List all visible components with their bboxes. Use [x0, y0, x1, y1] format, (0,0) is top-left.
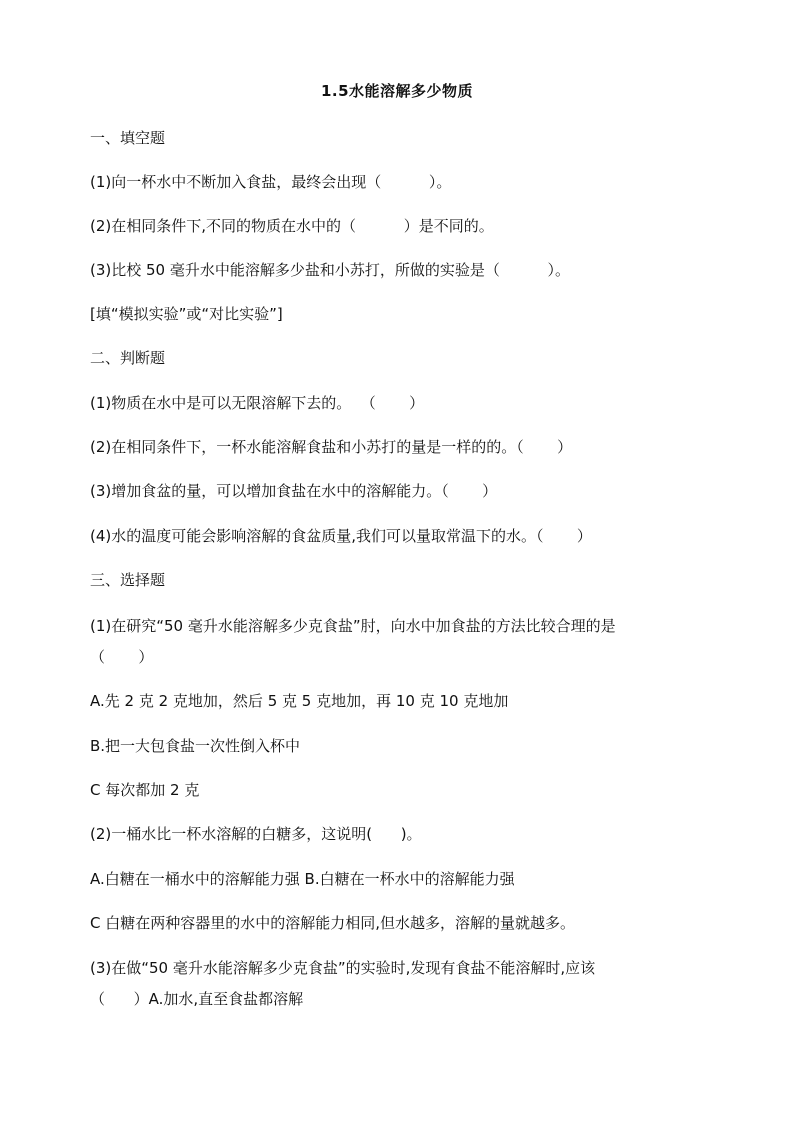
choice-q2-stem: (2)一桶水比一杯水溶解的白糖多，这说明( )。 [90, 825, 422, 843]
section-heading-true-false: 二、判断题 [90, 349, 166, 367]
choice-q1-option-a: A.先 2 克 2 克地加，然后 5 克 5 克地加，再 10 克 10 克地加 [90, 692, 509, 710]
fill-blank-question-2: (2)在相同条件下,不同的物质在水中的（ ）是不同的。 [90, 217, 494, 235]
true-false-question-2: (2)在相同条件下，一杯水能溶解食盐和小苏打的量是一样的的。（ ） [90, 438, 573, 456]
true-false-question-3: (3)增加食盆的量，可以增加食盐在水中的溶解能力。（ ） [90, 482, 498, 500]
page-title: 1.5水能溶解多少物质 [320, 82, 474, 100]
true-false-question-1: (1)物质在水中是可以无限溶解下去的。 （ ） [90, 394, 425, 412]
fill-blank-question-1: (1)向一杯水中不断加入食盐，最终会出现（ ）。 [90, 173, 452, 191]
fill-blank-hint: [填“模拟实验”或“对比实验”] [90, 305, 283, 323]
fill-blank-question-3: (3)比校 50 毫升水中能溶解多少盐和小苏打，所做的实验是（ ）。 [90, 261, 571, 279]
section-heading-choice: 三、选择题 [90, 571, 166, 589]
choice-q3-stem: (3)在做“50 毫升水能溶解多少克食盐”的实验时,发现有食盐不能溶解时,应该 [90, 959, 596, 977]
choice-q3-option-a: （ ）A.加水,直至食盐都溶解 [90, 990, 304, 1008]
section-heading-fill-blank: 一、填空题 [90, 129, 166, 147]
choice-q1-blank: （ ） [90, 648, 154, 666]
choice-q1-option-c: C 每次都加 2 克 [90, 781, 200, 799]
choice-q1-option-b: B.把一大包食盐一次性倒入杯中 [90, 737, 301, 755]
true-false-question-4: (4)水的温度可能会影响溶解的食盆质量,我们可以量取常温下的水。（ ） [90, 527, 592, 545]
choice-q2-options-ab: A.白糖在一桶水中的溶解能力强 B.白糖在一杯水中的溶解能力强 [90, 870, 515, 888]
choice-q1-stem: (1)在研究“50 毫升水能溶解多少克食盐”肘，向水中加食盐的方法比较合理的是 [90, 617, 616, 635]
choice-q2-option-c: C 白糖在两种容器里的水中的溶解能力相同,但水越多，溶解的量就越多。 [90, 914, 576, 932]
